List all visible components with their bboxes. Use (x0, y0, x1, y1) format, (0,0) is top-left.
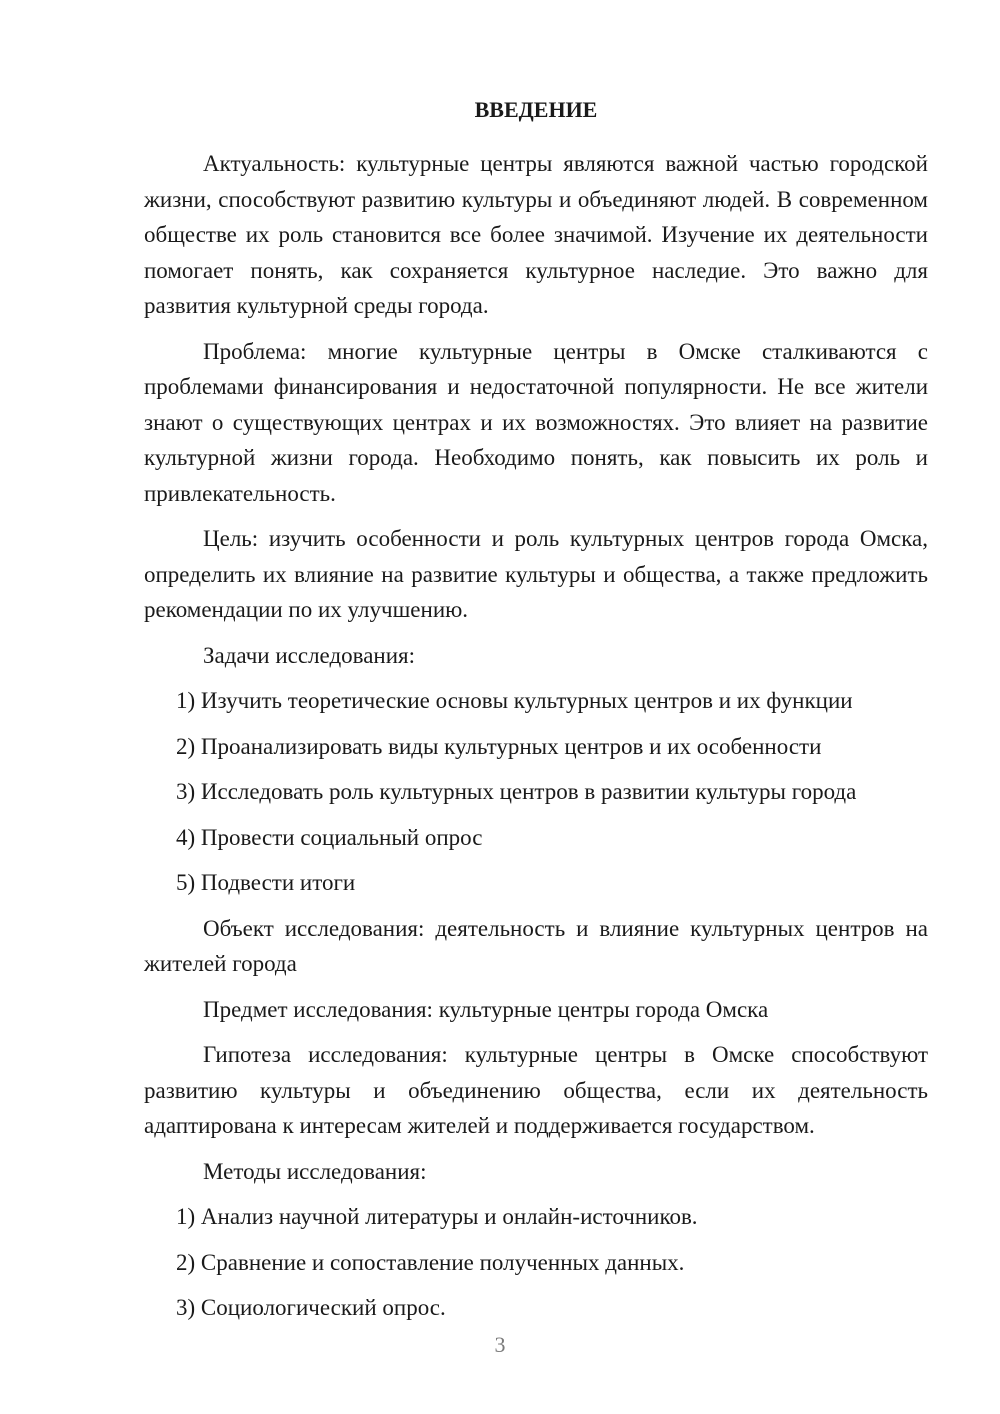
page-title: ВВЕДЕНИЕ (474, 97, 598, 122)
list-item: 2) Проанализировать виды культурных центров и их особенности (176, 733, 822, 759)
paragraph-problem: Проблема: многие культурные центры в Омске сталкиваются с проблемами финансирования и недостаточной популярности. Не все жители знают о существующих центрах и их возможностях. Это влияет на развитие культурной жизни города. Необходимо понять, как повысить их роль и привлекательность. (144, 338, 928, 506)
methods-list (144, 1199, 928, 1326)
page-number: 3 (494, 1332, 506, 1357)
list-item: 2) Сравнение и сопоставление полученных данных. (176, 1249, 685, 1275)
tasks-list (144, 683, 928, 901)
list-item: 3) Исследовать роль культурных центров в развитии культуры города (176, 779, 857, 804)
page-content (144, 92, 928, 1336)
methods-heading: Методы исследования: (203, 1158, 427, 1184)
list-item: 1) Анализ научной литературы и онлайн-источников. (176, 1204, 698, 1229)
paragraph-relevance: Актуальность: культурные центры являются важной частью городской жизни, способствуют развитию культуры и объединяют людей. В современном обществе их роль становится все более значимой. Изучение их деятельности помогает понять, как сохраняется культурное наследие. Это важно для развития культурной среды города. (144, 151, 928, 318)
list-item: 1) Изучить теоретические основы культурных центров и их функции (176, 688, 853, 713)
paragraph-goal: Цель: изучить особенности и роль культурных центров города Омска, определить их влияние на развитие культуры и общества, а также предложить рекомендации по их улучшению. (144, 526, 928, 622)
tasks-heading: Задачи исследования: (203, 642, 416, 668)
paragraph-subject: Предмет исследования: культурные центры города Омска (203, 996, 769, 1022)
paragraph-hypothesis: Гипотеза исследования: культурные центры в Омске способствуют развитию культуры и объединению общества, если их деятельность адаптирована к интересам жителей и поддерживается государством. (144, 1042, 928, 1138)
list-item: 4) Провести социальный опрос (176, 824, 483, 850)
paragraph-object: Объект исследования: деятельность и влияние культурных центров на жителей города (144, 915, 928, 976)
list-item: 5) Подвести итоги (176, 870, 356, 895)
list-item: 3) Социологический опрос. (176, 1295, 446, 1320)
